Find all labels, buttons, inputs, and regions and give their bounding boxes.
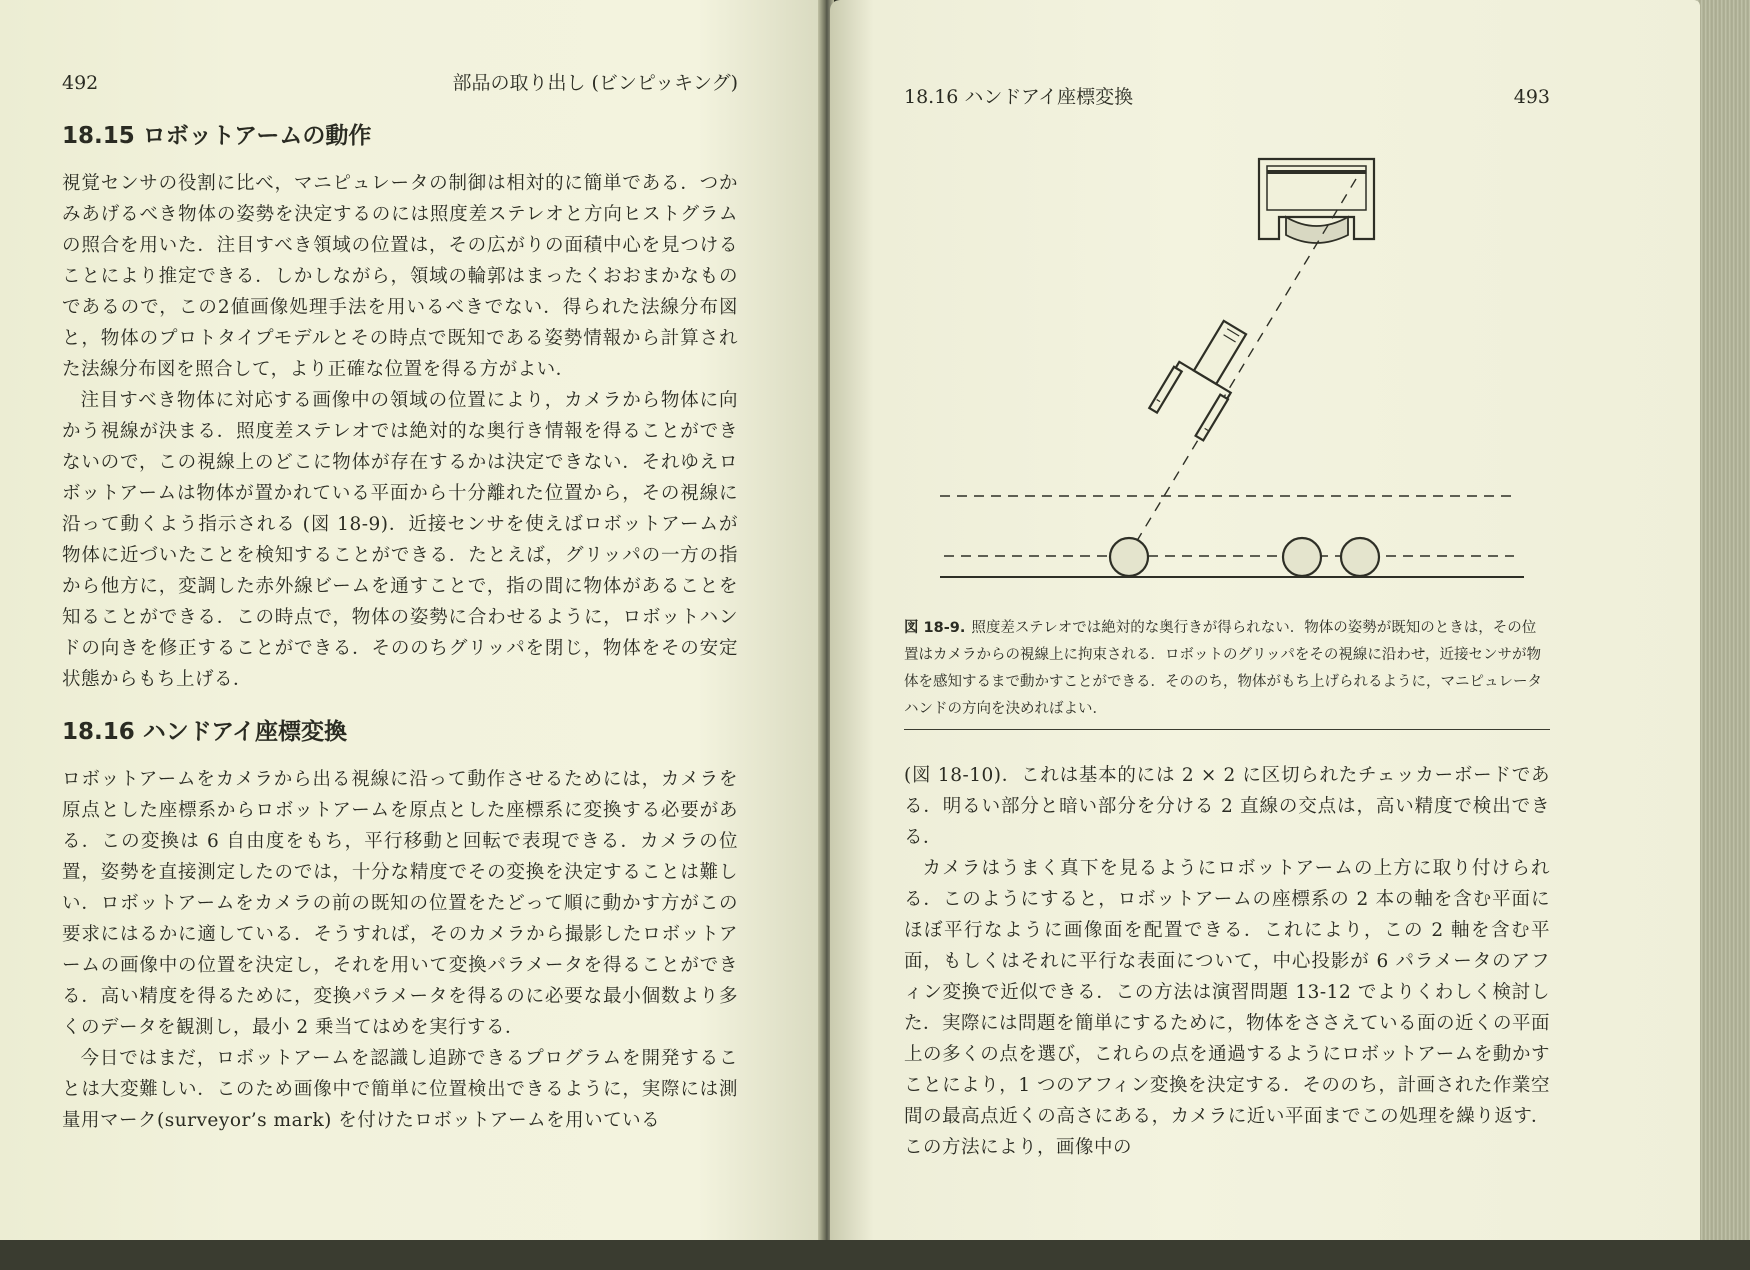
paragraph: カメラはうまく真下を見るようにロボットアームの上方に取り付けられる．このようにすると，ロボットアームの座標系の 2 本の軸を含む平面にほぼ平行なように画像面を配置できる．これにより，この 2 軸を含む平面，もしくはそれに平行な表面について，中心投影が 6 パラメータのアフィン変換で近似できる．この方法は演習問題 13-12 でよりくわしく検討した．実際には問題を簡単にするために，物体をささえている面の近くの平面上の多くの点を選び，これらの点を通過するようにロボットアームを動かすことにより，1 つのアフィン変換を決定する．そののち，計画された作業空間の最高点近くの高さにある，カメラに近い平面までこの処理を繰り返す．この方法により，画像中の <box>904 858 1551 1158</box>
paragraph: 今日ではまだ，ロボットアームを認識し追跡できるプログラムを開発することは大変難しい．このため画像中で簡単に位置検出できるように，実際には測量用マーク(surveyor’s mark) を付けたロボットアームを用いている <box>62 1048 738 1131</box>
paragraph: 注目すべき物体に対応する画像中の領域の位置により，カメラから物体に向かう視線が決まる．照度差ステレオでは絶対的な奥行き情報を得ることができないので，この視線上のどこに物体が存在するかは決定できない．それゆえロボットアームは物体が置かれている平面から十分離れた位置から，その視線に沿って動くよう指示される (図 18-9)．近接センサを使えばロボットアームが物体に近づいたことを検知することができる．たとえば，グリッパの一方の指から他方に，変調した赤外線ビームを通すことで，指の間に物体があることを知ることができる．この時点で，物体の姿勢に合わせるように，ロボットハンドの向きを修正することができる．そののちグリッパを閉じ，物体をその安定状態からもち上げる． <box>62 390 738 690</box>
figure-diagram <box>904 139 1554 609</box>
left-running-title: 部品の取り出し (ビンピッキング) <box>452 72 738 94</box>
section-title-18-16: 18.16 ハンドアイ座標変換 <box>62 719 347 745</box>
object-ball <box>1341 538 1379 576</box>
camera-drawing <box>1259 159 1374 243</box>
figure-18-9 <box>904 139 1554 609</box>
gripper-drawing <box>1149 311 1261 440</box>
section-title-18-15: 18.15 ロボットアームの動作 <box>62 123 372 149</box>
object-ball <box>1283 538 1321 576</box>
left-page <box>0 0 822 1248</box>
right-page <box>830 0 1700 1248</box>
left-running-head <box>62 68 738 95</box>
right-running-head <box>904 82 1550 109</box>
figure-caption-text: 照度差ステレオでは絶対的な奥行きが得られない．物体の姿勢が既知のときは，その位置はカメラからの視線上に拘束される．ロボットのグリッパをその視線に沿わせ，近接センサが物体を感知するまで動かすことができる．そののち，物体がもち上げられるように，マニピュレータハンドの方向を決めればよい． <box>904 620 1542 717</box>
bottom-shadow <box>0 1240 1750 1270</box>
figure-label: 図 18-9. <box>904 620 966 636</box>
paragraph: 視覚センサの役割に比べ，マニピュレータの制御は相対的に簡単である．つかみあげるべき物体の姿勢を決定するのには照度差ステレオと方向ヒストグラムの照合を用いた．注目すべき領域の位置は，その広がりの面積中心を見つけることにより推定できる．しかしながら，領域の輪郭はまったくおおまかなものであるので，この2値画像処理手法を用いるべきでない．得られた法線分布図と，物体のプロトタイプモデルとその時点で既知である姿勢情報から計算された法線分布図を照合して，より正確な位置を得る方がよい． <box>62 173 738 380</box>
right-page-number: 493 <box>1513 86 1550 108</box>
paragraph: (図 18-10)．これは基本的には 2 × 2 に区切られたチェッカーボードである．明るい部分と暗い部分を分ける 2 直線の交点は，高い精度で検出できる． <box>904 765 1550 848</box>
figure-caption <box>904 615 1550 730</box>
object-ball <box>1110 538 1148 576</box>
right-body-text <box>904 760 1550 1163</box>
right-running-title: 18.16 ハンドアイ座標変換 <box>904 86 1134 108</box>
paragraph: ロボットアームをカメラから出る視線に沿って動作させるためには，カメラを原点とした座標系からロボットアームを原点とした座標系に変換する必要がある．この変換は 6 自由度をもち，平行移動と回転で表現できる．カメラの位置，姿勢を直接測定したのでは，十分な精度でその変換を決定することは難しい．ロボットアームをカメラの前の既知の位置をたどって順に動かす方がこの要求にはるかに適している．そうすれば，そのカメラから撮影したロボットアームの画像中の位置を決定し，それを用いて変換パラメータを得ることができる．高い精度を得るために，変換パラメータを得るのに必要な最小個数より多くのデータを観測し，最小 2 乗当てはめを実行する． <box>62 769 738 1038</box>
left-page-number: 492 <box>62 72 99 94</box>
